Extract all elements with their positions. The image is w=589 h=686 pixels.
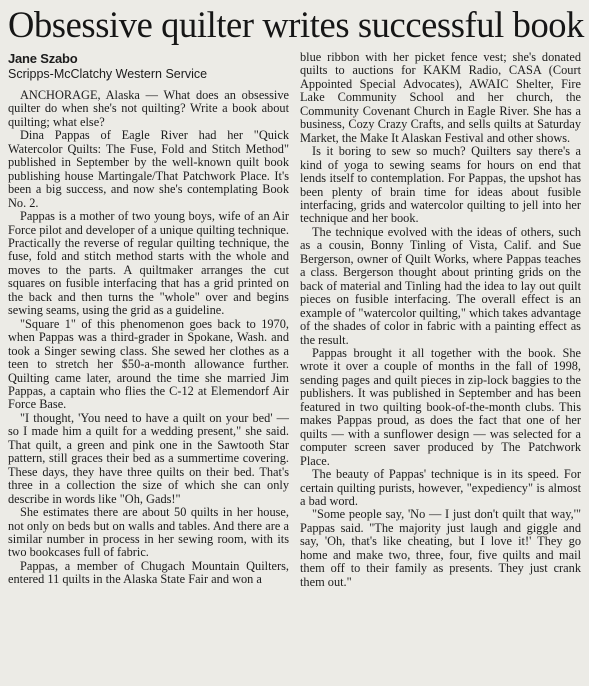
headline: Obsessive quilter writes successful book [8,4,585,45]
paragraph: Pappas brought it all together with the book. She wrote it over a couple of months in the fall of 1998, sending pages and quilt pieces in zip-lock baggies to the publishers. It was published in September and has been featured in two quilting book-of-the-month clubs. This makes Pappas proud, as does the fact that one of her quilts — with a sunflower design — was selected for a computer screen saver produced by The Patchwork Place. [300,345,581,468]
paragraph: Pappas, a member of Chugach Mountain Quilters, entered 11 quilts in the Alaska State Fair and won a [8,558,289,587]
paragraph: Pappas is a mother of two young boys, wife of an Air Force pilot and developer of a unique quilting technique. Practically the reverse of regular quilting technique, the fuse, fold and stitch method starts with the whole and moves to the parts. A quiltmaker arranges the cut squares on fusible interfacing that has a grid printed on the back and then turns the "whole" over and begins sewing seams, using the grid as a guideline. [8,209,289,318]
paragraph: ANCHORAGE, Alaska — What does an obsessive quilter do when she's not quilting? Write a book about quilting; what else? [8,88,289,129]
paragraph: Dina Pappas of Eagle River had her "Quick Watercolor Quilts: The Fuse, Fold and Stitch Method" published in September by the well-known quilt book publishing house Martingale/That Patchwork Place. It's been a big success, and now she's contemplating Book No. 2. [8,128,289,210]
paragraph: She estimates there are about 50 quilts in her house, not only on beds but on walls and tables. And there are a similar number in process in her sewing room, with its two bookcases full of fabric. [8,505,289,560]
byline-organization: Scripps-McClatchy Western Service [8,67,208,81]
column-right [300,51,581,589]
paragraph: Is it boring to sew so much? Quilters say there's a kind of yoga to sewing seams for hours on end that lends itself to contemplation. For Pappas, the upshot has been plenty of brain time for ideas about fusible interfacing, grids and watercolor quilting to jell into her technique and her book. [300,144,581,226]
paragraph: "Square 1" of this phenomenon goes back to 1970, when Pappas was a third-grader in Spokane, Wash. and took a Singer sewing class. She sewed her clothes as a teen to stretch her $50-a-month allowance further. Quilting came later, around the time she married Jim Pappas, a captain who flies the C-12 at Elemendorf Air Force Base. [8,316,289,412]
paragraph: "I thought, 'You need to have a quilt on your bed' — so I made him a quilt for a wedding present," she said. That quilt, a green and pink one in the Sawtooth Star pattern, still graces their bed as a summertime covering. These days, they have three quilts on their bed. That's three in a collection the size of which she can only describe in words like "Oh, Gads!" [8,410,289,506]
byline-author: Jane Szabo [8,51,78,66]
paragraph: The technique evolved with the ideas of others, such as a cousin, Bonny Tinling of Vista, Calif. and Sue Bergerson, owner of Quilt Works, where Pappas teaches a class. Bergerson thought about printing grids on the back of material and Tinling had the idea to lay out quilt pieces on fusible interfacing. The overall effect is an example of "watercolor quilting," which takes advantage of the shades of color in fabric with a painting effect as the result. [300,224,581,347]
paragraph: The beauty of Pappas' technique is in its speed. For certain quilting purists, however, "expediency" is almost a bad word. [300,467,581,508]
paragraph: "Some people say, 'No — I just don't quilt that way,'" Pappas said. "The majority just laugh and giggle and say, 'Oh, that's like cheating, but I love it!' They go home and make two, three, four, five quilts and mail them off to their family as presents. They just crank them out." [300,507,581,589]
article-body [8,51,581,589]
paragraph-continued: blue ribbon with her picket fence vest; she's donated quilts to auctions for KAKM Radio, CASA (Court Appointed Special Advocates), AWAIC Shelter, Fire Lake Community School and her church, the Community Covenant Church in Eagle River. She has a business, Cozy Crazy Crafts, and sells quilts at Saturday Market, the Make It Alaskan Festival and other shows. [300,50,581,145]
column-left [8,51,289,589]
